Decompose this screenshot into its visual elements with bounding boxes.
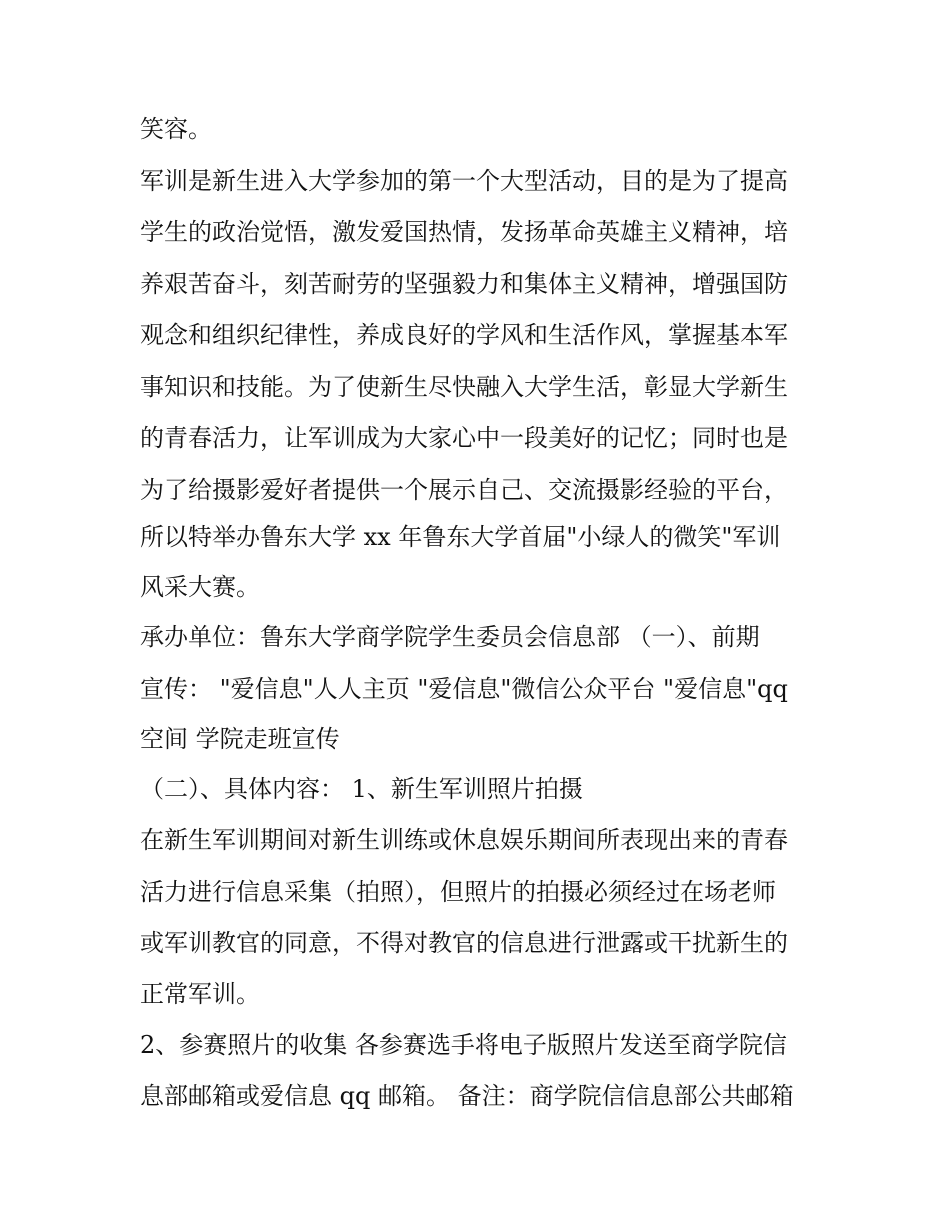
- text-line: 事知识和技能。为了使新生尽快融入大学生活，彰显大学新生: [140, 373, 788, 401]
- text-line: 宣传： "爱信息"人人主页 "爱信息"微信公众平台 "爱信息"qq: [140, 675, 788, 703]
- text-line: 活力进行信息采集（拍照），但照片的拍摄必须经过在场老师: [140, 878, 776, 906]
- text-line: 在新生军训期间对新生训练或休息娱乐期间所表现出来的青春: [140, 826, 788, 854]
- text-line: 观念和组织纪律性，养成良好的学风和生活作风，掌握基本军: [140, 321, 788, 349]
- text-line: 笑容。: [140, 115, 212, 143]
- text-line: 空间 学院走班宣传: [140, 725, 340, 753]
- text-line: 或军训教官的同意，不得对教官的信息进行泄露或干扰新生的: [140, 929, 788, 957]
- text-line: 2、参赛照片的收集 各参赛选手将电子版照片发送至商学院信: [140, 1031, 787, 1059]
- text-line: （二）、具体内容： 1、新生军训照片拍摄: [140, 775, 583, 803]
- text-line: 的青春活力，让军训成为大家心中一段美好的记忆；同时也是: [140, 424, 788, 452]
- text-line: 风采大赛。: [140, 573, 260, 601]
- text-line: 养艰苦奋斗，刻苦耐劳的坚强毅力和集体主义精神，增强国防: [140, 270, 788, 298]
- text-line: 息部邮箱或爱信息 qq 邮箱。 备注：商学院信信息部公共邮箱: [140, 1082, 794, 1110]
- text-line: 军训是新生进入大学参加的第一个大型活动，目的是为了提高: [140, 167, 788, 195]
- text-line: 承办单位：鲁东大学商学院学生委员会信息部 （一）、前期: [140, 623, 760, 651]
- text-line: 所以特举办鲁东大学 xx 年鲁东大学首届"小绿人的微笑"军训: [140, 523, 781, 551]
- text-line: 学生的政治觉悟，激发爱国热情，发扬革命英雄主义精神，培: [140, 218, 788, 246]
- text-line: 正常军训。: [140, 980, 260, 1008]
- text-line: 为了给摄影爱好者提供一个展示自己、交流摄影经验的平台，: [140, 476, 788, 504]
